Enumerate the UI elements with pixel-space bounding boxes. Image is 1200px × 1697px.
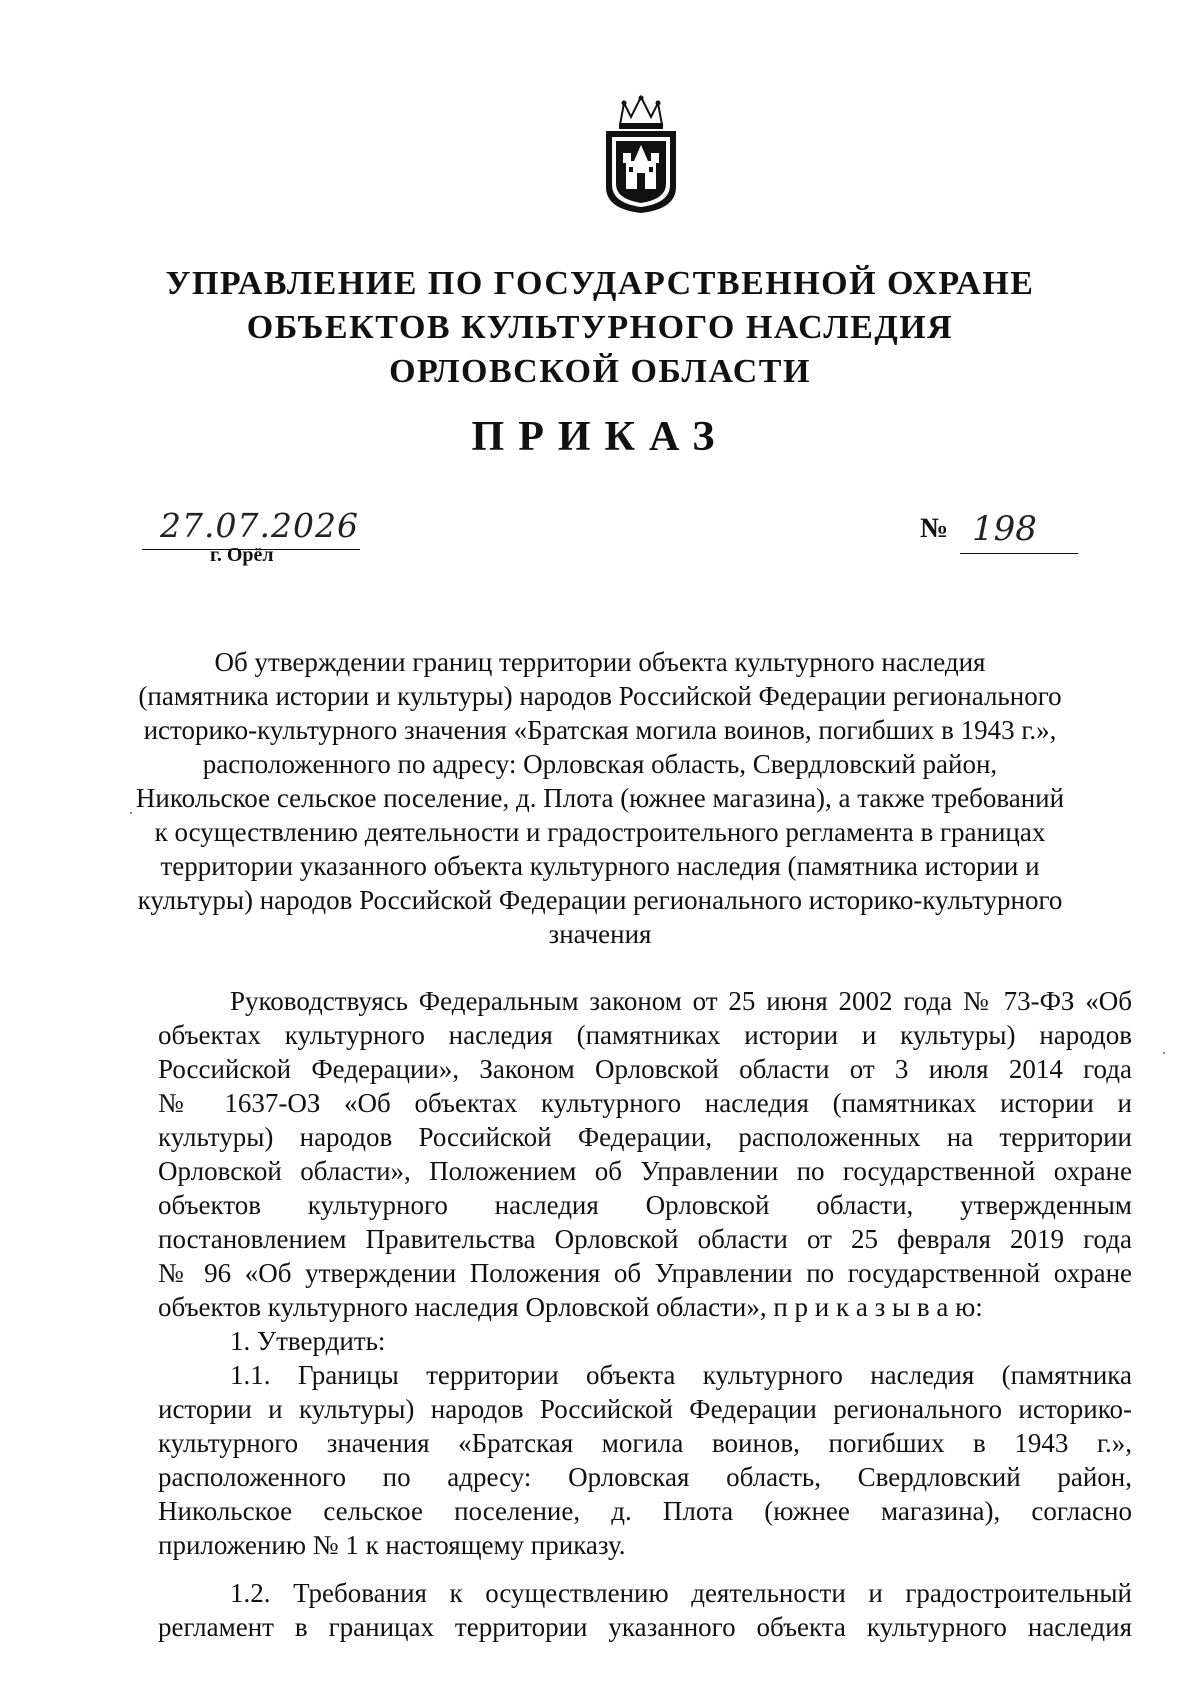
document-number: 198 — [972, 509, 1037, 549]
title-line: историко-культурного значения «Братская могила воинов, погибших в 1943 г.», — [143, 715, 1057, 745]
orel-coat-of-arms-icon — [598, 95, 684, 215]
preamble-line: Российской Федерации», Законом Орловской области от 3 июля 2014 года — [158, 1054, 1132, 1084]
scan-speck — [130, 812, 132, 814]
preamble-line: № 96 «Об утверждении Положения об Управлении по государственной охране — [158, 1258, 1132, 1288]
title-line: значения — [548, 919, 652, 949]
preamble-line: объектов культурного наследия Орловской области», п р и к а з ы в а ю: — [158, 1292, 983, 1322]
item-1-1-line: расположенного по адресу: Орловская область, Свердловский район, — [158, 1462, 1132, 1492]
title-line: Никольское сельское поселение, д. Плота (южнее магазина), а также требований — [135, 783, 1065, 813]
item-1-1-line: истории и культуры) народов Российской Федерации регионального историко- — [158, 1394, 1132, 1424]
document-date: 27.07.2026 — [160, 506, 359, 545]
preamble-line: объектах культурного наследия (памятниках истории и культуры) народов — [158, 1020, 1132, 1050]
number-underline — [960, 553, 1078, 554]
preamble-line: постановлением Правительства Орловской области от 25 февраля 2019 года — [158, 1224, 1132, 1254]
item-1-1-line: культурного значения «Братская могила воинов, погибших в 1943 г.», — [158, 1428, 1132, 1458]
preamble-line: объектов культурного наследия Орловской области, утвержденным — [158, 1190, 1132, 1220]
scan-speck — [1163, 1052, 1165, 1054]
title-line: (памятника истории и культуры) народов Российской Федерации регионального — [138, 681, 1062, 711]
item-1-1-line: приложению № 1 к настоящему приказу. — [158, 1530, 626, 1560]
org-name-line-1: УПРАВЛЕНИЕ ПО ГОСУДАРСТВЕННОЙ ОХРАНЕ — [165, 265, 1035, 302]
preamble-line: Руководствуясь Федеральным законом от 25 июня 2002 года № 73-ФЗ «Об — [230, 986, 1132, 1016]
item-1-2-line: регламент в границах территории указанного объекта культурного наследия — [158, 1612, 1132, 1642]
preamble-line: № 1637-ОЗ «Об объектах культурного наследия (памятниках истории и — [158, 1088, 1132, 1118]
preamble-line: культуры) народов Российской Федерации, расположенных на территории — [158, 1122, 1132, 1152]
title-line: Об утверждении границ территории объекта культурного наследия — [214, 647, 986, 677]
preamble-line: Орловской области», Положением об Управлении по государственной охране — [158, 1156, 1132, 1186]
title-line: территории указанного объекта культурного наследия (памятника истории и — [160, 851, 1040, 881]
org-name-line-3: ОРЛОВСКОЙ ОБЛАСТИ — [389, 353, 811, 390]
number-label: № — [920, 513, 949, 544]
title-line: к осуществлению деятельности и градостроительного регламента в границах — [154, 817, 1046, 847]
document-city: г. Орёл — [210, 544, 274, 566]
org-name-line-2: ОБЪЕКТОВ КУЛЬТУРНОГО НАСЛЕДИЯ — [246, 309, 954, 346]
item-1-1-line: 1.1. Границы территории объекта культурного наследия (памятника — [230, 1360, 1132, 1390]
title-line: расположенного по адресу: Орловская область, Свердловский район, — [202, 749, 998, 779]
document-type-title: ПРИКАЗ — [471, 414, 729, 460]
title-line: культуры) народов Российской Федерации регионального историко-культурного — [137, 885, 1063, 915]
item-1-2-line: 1.2. Требования к осуществлению деятельности и градостроительный — [230, 1578, 1132, 1608]
item-1-1-line: Никольское сельское поселение, д. Плота (южнее магазина), согласно — [158, 1496, 1132, 1526]
item-1-heading: 1. Утвердить: — [230, 1326, 386, 1356]
